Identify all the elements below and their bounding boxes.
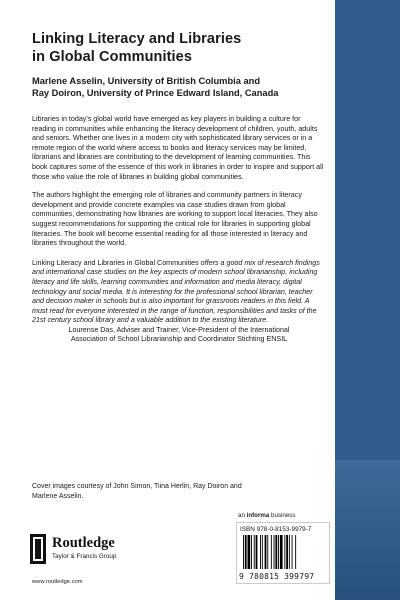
publisher-logo (30, 534, 180, 574)
informa-brand: informa (246, 512, 270, 519)
review-book-title: Linking Literacy and Libraries in Global Communities (32, 258, 199, 267)
review-quote (32, 259, 326, 326)
author-line-2: Ray Doiron, University of Prince Edward Island, Canada (32, 88, 279, 98)
main-content (32, 30, 326, 345)
routledge-logo-icon (30, 534, 46, 564)
review-attribution (32, 326, 326, 345)
barcode-box (236, 522, 330, 584)
authors (32, 75, 326, 99)
publisher-name: Routledge (52, 535, 115, 551)
informa-prefix: an (238, 512, 247, 519)
attribution-line-2: Association of School Librarianship and Coordinator Stichting ENSIL (70, 335, 288, 344)
title-line-2: in Global Communities (32, 49, 192, 65)
barcode-digits: 9 780815 399797 (239, 572, 315, 581)
title-line-1: Linking Literacy and Libraries (32, 31, 242, 47)
isbn-label: ISBN 978-0-8153-9979-7 (240, 526, 312, 533)
blurb-paragraph-1: Libraries in today's global world have emerged as key players in building a culture for reading in communities while enhancing the literacy development of children, youth, adults and seniors. Whether one lives in a modern city with sophisticated library services or in a remote region of the world where access to books and literacy services may be limited, librarians and libraries are contributing to the development of learning communities. This book captures some of the essence of this work in libraries in order to inspire and support all those who value the role of libraries in building global communities. (32, 115, 324, 181)
sidebar-image (335, 460, 400, 600)
informa-suffix: business (269, 512, 296, 519)
image-credits: Cover images courtesy of John Simon, Tiina Herlin, Ray Doiron and Marlene Asselin. (32, 483, 242, 500)
author-line-1: Marlene Asselin, University of British Columbia and (32, 76, 260, 86)
informa-business-tag (238, 512, 295, 519)
review-text: offers a good mix of research findings and international case studies on the key aspects of modern school librarianship, including literacy and life skills, learning communities and information and media literacy, digital technology and social media. It is interesting for the professional school librarian, teacher and decision maker in schools but is also important for grassroots readers in this field. A must read for everyone interested in the range of function, responsibilities and tasks of the 21st century school library and a valuable addition to the existing literature. (32, 258, 320, 325)
blurb-paragraph-2: The authors highlight the emerging role of libraries and community partners in literacy development and provide concrete examples via case studies drawn from global communities, demonstrating how libraries are working to support local literacies. They also suggest recommendations for supporting the critical role for libraries in supporting global literacies. The book will become essential reading for all those interested in literacy and libraries throughout the world. (32, 191, 318, 248)
book-title (32, 30, 326, 66)
barcode-image (243, 535, 323, 569)
publisher-url: www.routledge.com (32, 579, 83, 585)
attribution-line-1: Lourense Das, Adviser and Trainer, Vice-President of the International (68, 325, 290, 334)
publisher-subtitle: Taylor & Francis Group (52, 553, 117, 560)
